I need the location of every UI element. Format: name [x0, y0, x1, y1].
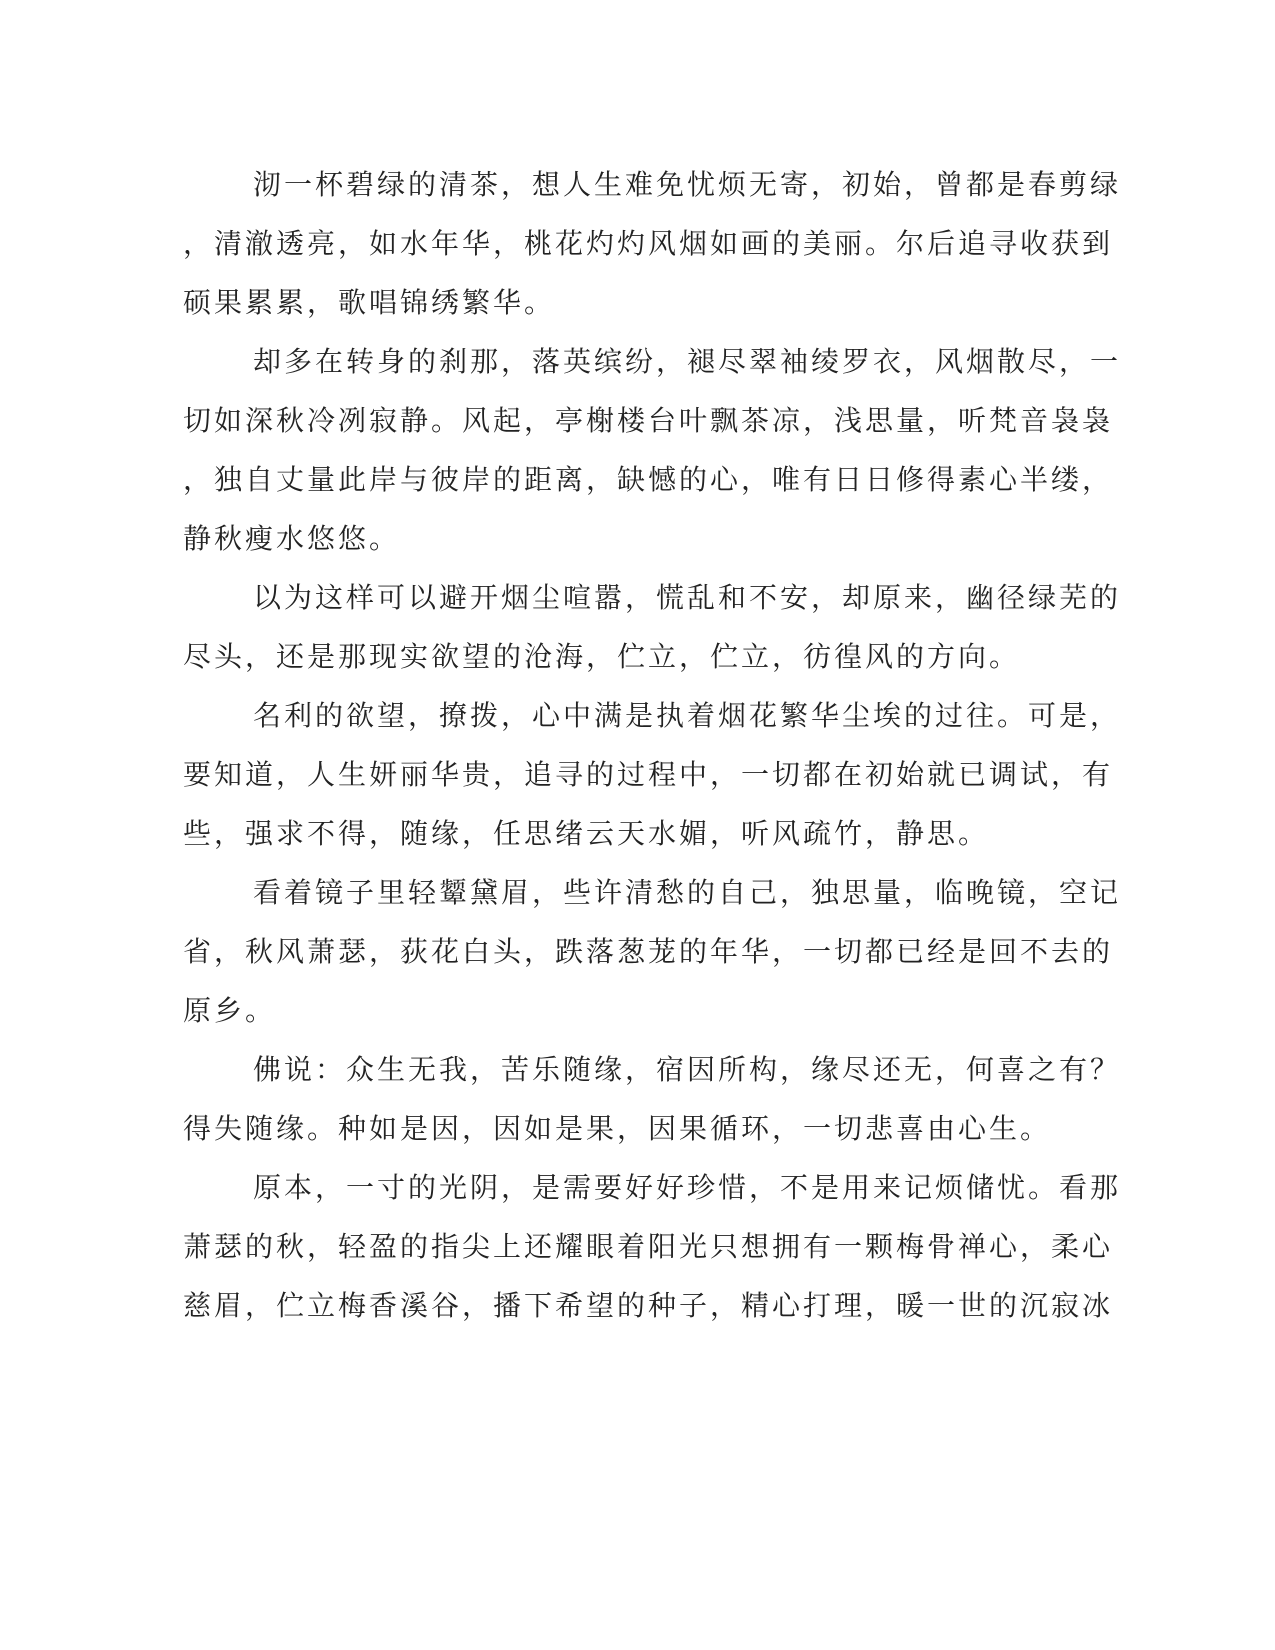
paragraph-1: [183, 155, 1122, 332]
body-text: [183, 155, 1122, 1335]
text-line: 慈眉，伫立梅香溪谷，播下希望的种子，精心打理，暖一世的沉寂冰: [183, 1289, 1114, 1322]
paragraph-4: [183, 686, 1122, 863]
text-line: 静秋瘦水悠悠。: [183, 522, 401, 555]
text-line: 沏一杯碧绿的清茶，想人生难免忧烦无寄，初始，曾都是春剪绿: [253, 168, 1122, 201]
text-line: 却多在转身的刹那，落英缤纷，褪尽翠袖绫罗衣，风烟散尽，一: [253, 345, 1122, 378]
text-line: 要知道，人生妍丽华贵，追寻的过程中，一切都在初始就已调试，有: [183, 758, 1114, 791]
text-line: 原乡。: [183, 994, 277, 1027]
text-line: 以为这样可以避开烟尘喧嚣，慌乱和不安，却原来，幽径绿芜的: [253, 581, 1122, 614]
text-line: 硕果累累，歌唱锦绣繁华。: [183, 286, 556, 319]
text-line: ，独自丈量此岸与彼岸的距离，缺憾的心，唯有日日修得素心半缕，: [183, 463, 1114, 496]
paragraph-6: [183, 1040, 1122, 1158]
text-line: 原本，一寸的光阴，是需要好好珍惜，不是用来记烦储忧。看那: [253, 1171, 1122, 1204]
text-line: 萧瑟的秋，轻盈的指尖上还耀眼着阳光只想拥有一颗梅骨禅心，柔心: [183, 1230, 1114, 1263]
paragraph-7: [183, 1158, 1122, 1335]
text-line: ，清澈透亮，如水年华，桃花灼灼风烟如画的美丽。尔后追寻收获到: [183, 227, 1114, 260]
text-line: 佛说：众生无我，苦乐随缘，宿因所构，缘尽还无，何喜之有？: [253, 1053, 1122, 1086]
text-line: 得失随缘。种如是因，因如是果，因果循环，一切悲喜由心生。: [183, 1112, 1052, 1145]
paragraph-3: [183, 568, 1122, 686]
text-line: 切如深秋冷冽寂静。风起，亭榭楼台叶飘茶凉，浅思量，听梵音袅袅: [183, 404, 1114, 437]
text-line: 尽头，还是那现实欲望的沧海，伫立，伫立，彷徨风的方向。: [183, 640, 1021, 673]
text-line: 名利的欲望，撩拨，心中满是执着烟花繁华尘埃的过往。可是，: [253, 699, 1122, 732]
text-line: 看着镜子里轻颦黛眉，些许清愁的自己，独思量，临晚镜，空记: [253, 876, 1122, 909]
paragraph-5: [183, 863, 1122, 1040]
text-line: 些，强求不得，随缘，任思绪云天水媚，听风疏竹，静思。: [183, 817, 990, 850]
paragraph-2: [183, 332, 1122, 568]
text-line: 省，秋风萧瑟，荻花白头，跌落葱茏的年华，一切都已经是回不去的: [183, 935, 1114, 968]
